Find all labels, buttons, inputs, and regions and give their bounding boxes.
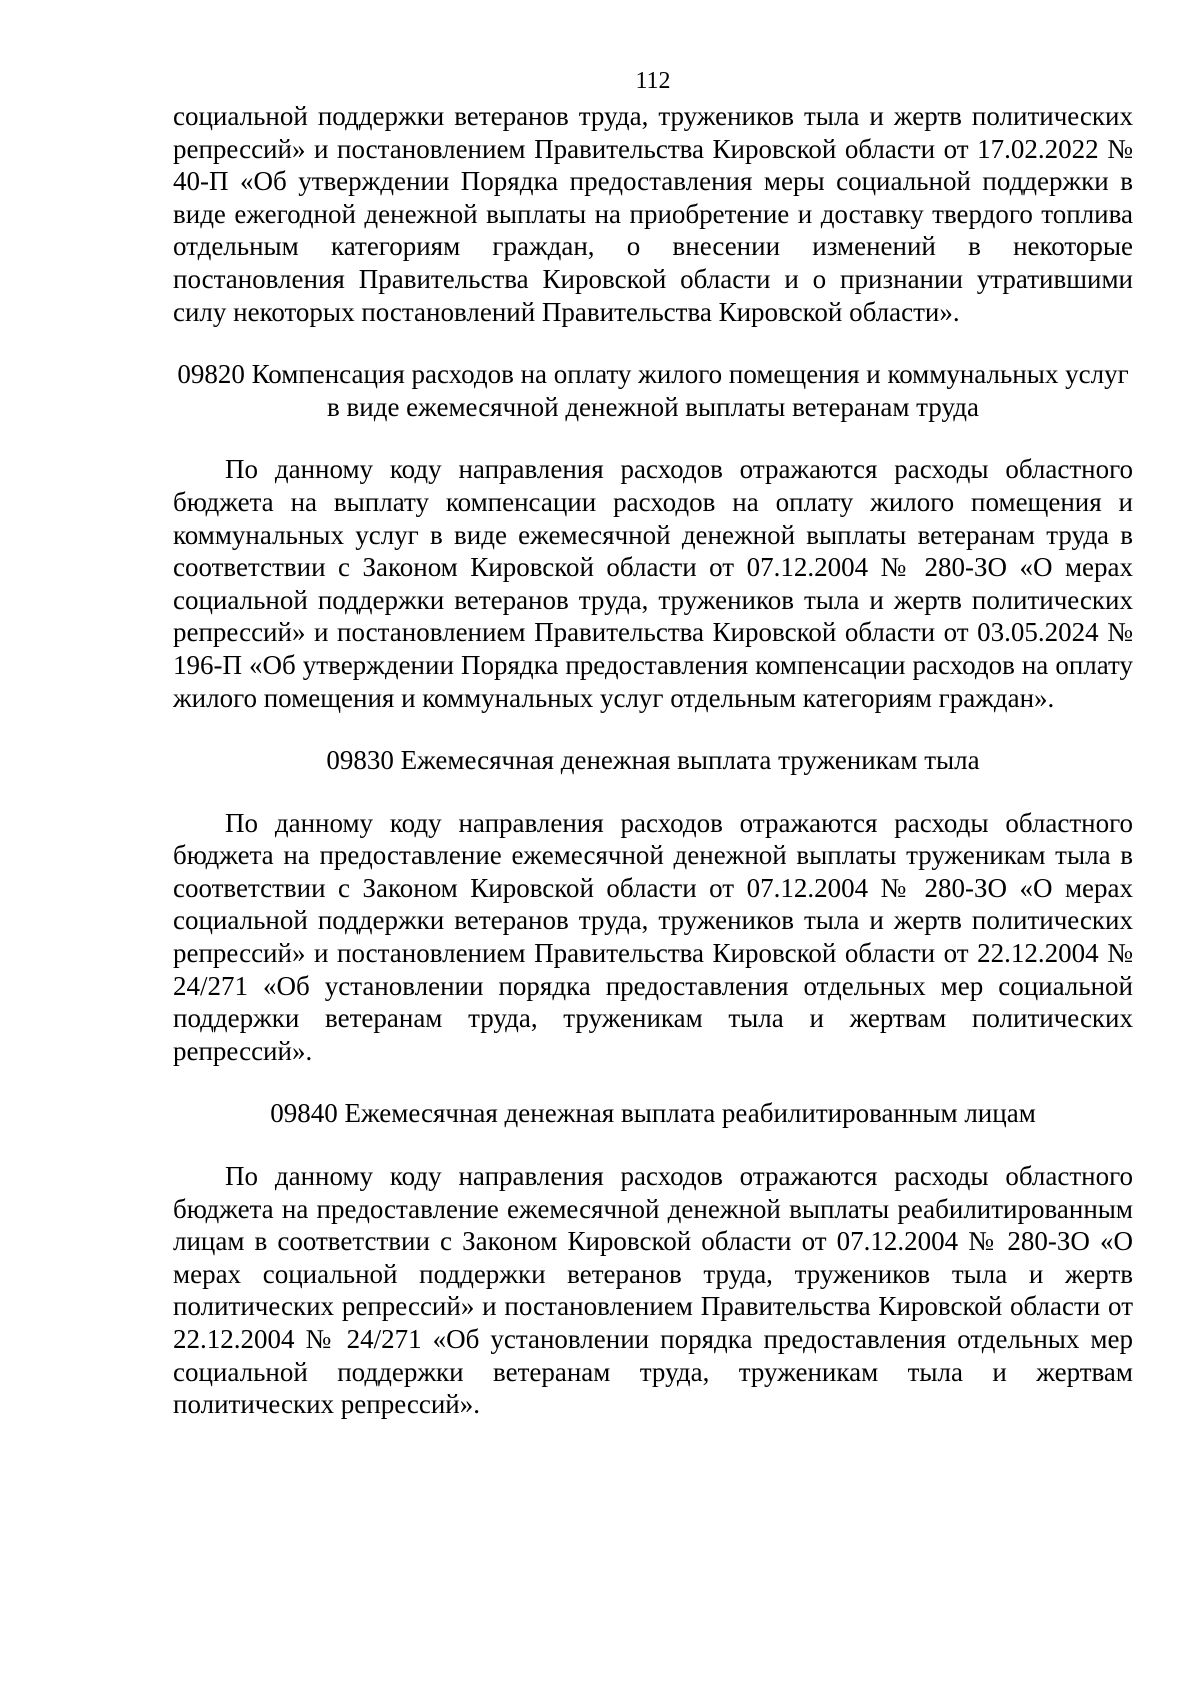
section-heading-09820: 09820 Компенсация расходов на оплату жилого помещения и коммунальных услуг в виде ежемесячной денежной выплаты ветеранам труда xyxy=(177,359,1129,422)
paragraph-continuation: социальной поддержки ветеранов труда, тружеников тыла и жертв политических репрессий» и постановлением Правительства Кировской области от 17.02.2022 № 40-П «Об утверждении Порядка предоставления меры социальной поддержки в виде ежегодной денежной выплаты на приобретение и доставку твердого топлива отдельным категориям граждан, о внесении изменений в некоторые постановления Правительства Кировской области и о признании утратившими силу некоторых постановлений Правительства Кировской области». xyxy=(173,101,1133,327)
section-heading-09830: 09830 Ежемесячная денежная выплата труженикам тыла xyxy=(326,745,980,776)
spacer xyxy=(173,1067,1133,1097)
document-page xyxy=(173,66,1133,1421)
spacer xyxy=(173,777,1133,807)
spacer xyxy=(173,1130,1133,1160)
paragraph-09830: По данному коду направления расходов отражаются расходы областного бюджета на предоставление ежемесячной денежной выплаты труженикам тыла в соответствии с Законом Кировской области от 07.12.2004 № 280-ЗО «О мерах социальной поддержки ветеранов труда, тружеников тыла и жертв политических репрессий» и постановлением Правительства Кировской области от 22.12.2004 № 24/271 «Об установлении порядка предоставления отдельных мер социальной поддержки ветеранам труда, труженикам тыла и жертвам политических репрессий». xyxy=(173,807,1133,1066)
page-number: 112 xyxy=(635,68,671,94)
spacer xyxy=(173,328,1133,358)
paragraph-09820: По данному коду направления расходов отражаются расходы областного бюджета на выплату компенсации расходов на оплату жилого помещения и коммунальных услуг в виде ежемесячной денежной выплаты ветеранам труда в соответствии с Законом Кировской области от 07.12.2004 № 280-ЗО «О мерах социальной поддержки ветеранов труда, тружеников тыла и жертв политических репрессий» и постановлением Правительства Кировской области от 03.05.2024 № 196-П «Об утверждении Порядка предоставления компенсации расходов на оплату жилого помещения и коммунальных услуг отдельным категориям граждан». xyxy=(173,454,1133,713)
spacer xyxy=(173,714,1133,744)
section-heading-09840: 09840 Ежемесячная денежная выплата реабилитированным лицам xyxy=(270,1098,1036,1129)
paragraph-09840: По данному коду направления расходов отражаются расходы областного бюджета на предоставление ежемесячной денежной выплаты реабилитированным лицам в соответствии с Законом Кировской области от 07.12.2004 № 280-ЗО «О мерах социальной поддержки ветеранов труда, тружеников тыла и жертв политических репрессий» и постановлением Правительства Кировской области от 22.12.2004 № 24/271 «Об установлении порядка предоставления отдельных мер социальной поддержки ветеранам труда, труженикам тыла и жертвам политических репрессий». xyxy=(173,1161,1133,1420)
spacer xyxy=(173,423,1133,453)
